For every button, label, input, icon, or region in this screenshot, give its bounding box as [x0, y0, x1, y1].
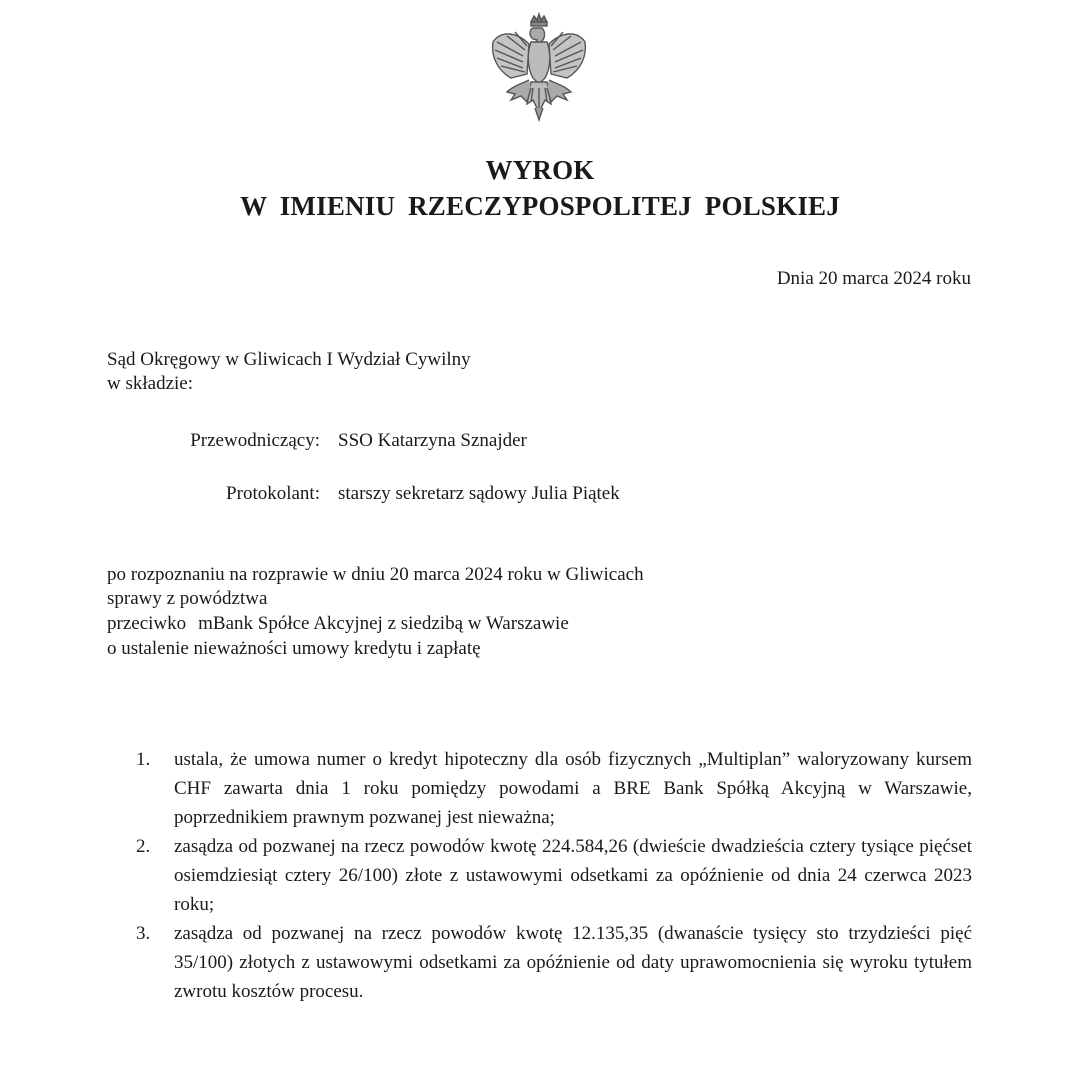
- polish-eagle-emblem-icon: [487, 12, 591, 122]
- ruling-item-number: 3.: [136, 923, 151, 944]
- court-name: Sąd Okręgowy w Gliwicach I Wydział Cywilny: [107, 349, 471, 370]
- proceedings-claim-line: sprawy z powództwa: [107, 588, 268, 609]
- ruling-item-text: zasądza od pozwanej na rzecz powodów kwotę 224.584,26 (dwieście dwadzieścia cztery tysiące pięćset osiemdziesiąt cztery 26/100) złote z ustawowymi odsetkami za opóźnienie od dnia 24 czerwca 2023 roku;: [174, 836, 972, 915]
- ruling-item: [136, 745, 972, 832]
- defendant-prefix: przeciwko: [107, 613, 187, 634]
- judgment-title: WYROK: [485, 155, 595, 185]
- ruling-list: [136, 745, 972, 1006]
- presiding-judge-label: Przewodniczący:: [190, 430, 320, 451]
- judgment-date: Dnia 20 marca 2024 roku: [776, 268, 971, 289]
- ruling-item-text: zasądza od pozwanej na rzecz powodów kwotę 12.135,35 (dwanaście tysięcy sto trzydzieści pięć 35/100) złotych z ustawowymi odsetkami za opóźnienie od daty uprawomocnienia się wyroku tytułem zwrotu kosztów procesu.: [174, 923, 972, 1002]
- proceedings-hearing-line: po rozpoznaniu na rozprawie w dniu 20 marca 2024 roku w Gliwicach: [107, 564, 644, 585]
- court-clerk-label: Protokolant:: [226, 483, 320, 504]
- judgment-subtitle: W IMIENIU RZECZYPOSPOLITEJ POLSKIEJ: [240, 191, 840, 221]
- ruling-item-text: ustala, że umowa numer o kredyt hipoteczny dla osób fizycznych „Multiplan” waloryzowany kursem CHF zawarta dnia 1 roku pomiędzy powodami a BRE Bank Spółką Akcyjną w Warszawie, poprzednikiem prawnym pozwanej jest nieważna;: [174, 749, 972, 828]
- ruling-item-number: 2.: [136, 836, 151, 857]
- proceedings-defendant-line: [107, 612, 569, 636]
- ruling-item: [136, 832, 972, 919]
- ruling-item: [136, 919, 972, 1006]
- defendant-name: mBank Spółce Akcyjnej z siedzibą w Warszawie: [198, 613, 569, 634]
- court-composition-label: w składzie:: [107, 373, 194, 394]
- ruling-item-number: 1.: [136, 749, 151, 770]
- court-clerk-name: starszy sekretarz sądowy Julia Piątek: [338, 483, 620, 504]
- presiding-judge-name: SSO Katarzyna Sznajder: [338, 430, 527, 451]
- proceedings-subject-line: o ustalenie nieważności umowy kredytu i zapłatę: [107, 638, 481, 659]
